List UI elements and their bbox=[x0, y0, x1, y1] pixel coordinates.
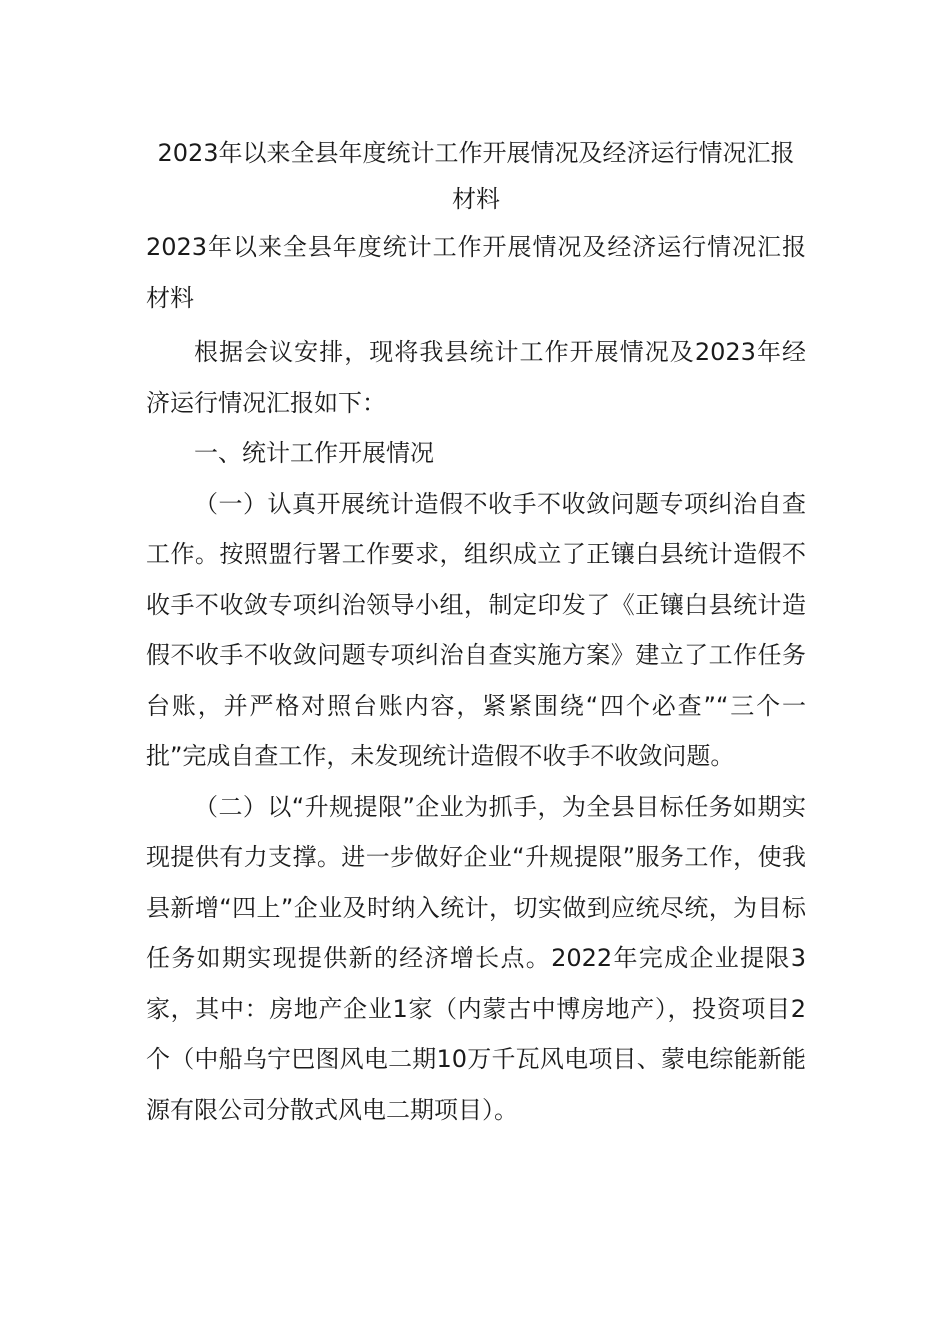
paragraph-1: （一）认真开展统计造假不收手不收敛问题专项纠治自查工作。按照盟行署工作要求，组织成立了正镶白县统计造假不收手不收敛专项纠治领导小组，制定印发了《正镶白县统计造假不收手不收敛问题专项纠治自查实施方案》建立了工作任务台账，并严格对照台账内容，紧紧围绕“四个必查”“三个一批”完成自查工作，未发现统计造假不收手不收敛问题。 bbox=[146, 489, 806, 770]
intro-paragraph: 根据会议安排，现将我县统计工作开展情况及2023年经济运行情况汇报如下： bbox=[146, 338, 806, 417]
document-subtitle: 2023年以来全县年度统计工作开展情况及经济运行情况汇报材料 bbox=[146, 233, 806, 312]
document-title: 2023年以来全县年度统计工作开展情况及经济运行情况汇报材料 bbox=[157, 139, 795, 213]
section-heading: 一、统计工作开展情况 bbox=[194, 439, 434, 467]
document-body bbox=[146, 130, 806, 1135]
paragraph-2: （二）以“升规提限”企业为抓手，为全县目标任务如期实现提供有力支撑。进一步做好企业“升规提限”服务工作，使我县新增“四上”企业及时纳入统计，切实做到应统尽统，为目标任务如期实现提供新的经济增长点。2022年完成企业提限3家，其中：房地产企业1家（内蒙古中博房地产），投资项目2个（中船乌宁巴图风电二期10万千瓦风电项目、蒙电综能新能源有限公司分散式风电二期项目）。 bbox=[146, 792, 806, 1124]
